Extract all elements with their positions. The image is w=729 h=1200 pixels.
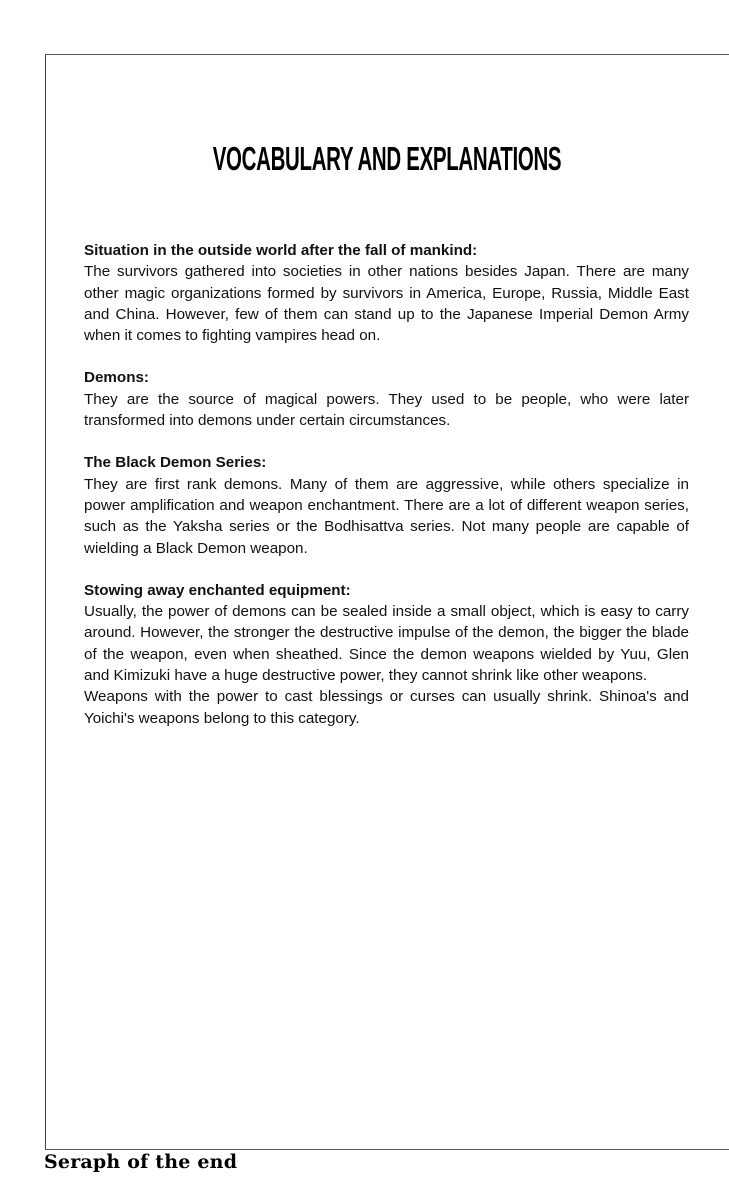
section-paragraph: They are first rank demons. Many of them are aggressive, while others specialize in power amplification and weapon enchantment. There are a lot of different weapon series, such as the Yaksha series or the Bodhisattva series. Not many people are capable of wielding a Black Demon weapon. [84,475,689,557]
section-heading: Demons: [84,369,149,387]
section-heading: Stowing away enchanted equipment: [84,581,351,599]
vocabulary-content [84,240,689,750]
series-logo-footer: Seraph of the end [44,1151,238,1173]
page-title: VOCABULARY AND EXPLANATIONS [212,140,562,177]
section-stowing-equipment [84,580,689,729]
section-paragraph: They are the source of magical powers. They used to be people, who were later transformed into demons under certain circumstances. [84,390,689,430]
section-outside-world [84,240,689,346]
section-demons [84,367,689,431]
section-black-demon-series [84,452,689,558]
section-paragraph: Usually, the power of demons can be sealed inside a small object, which is easy to carry around. However, the stronger the destructive impulse of the demon, the bigger the blade of the weapon, even when sheathed. Since the demon weapons wielded by Yuu, Glen and Kimizuki have a huge destructive power, they cannot shrink like other weapons. [84,603,689,685]
section-heading: The Black Demon Series: [84,454,267,472]
section-paragraph: The survivors gathered into societies in other nations besides Japan. There are many other magic organizations formed by survivors in America, Europe, Russia, Middle East and China. However, few of them can stand up to the Japanese Imperial Demon Army when it comes to fighting vampires head on. [84,263,689,345]
section-paragraph: Weapons with the power to cast blessings or curses can usually shrink. Shinoa's and Yoichi's weapons belong to this category. [84,688,689,727]
section-heading: Situation in the outside world after the fall of mankind: [84,242,478,259]
